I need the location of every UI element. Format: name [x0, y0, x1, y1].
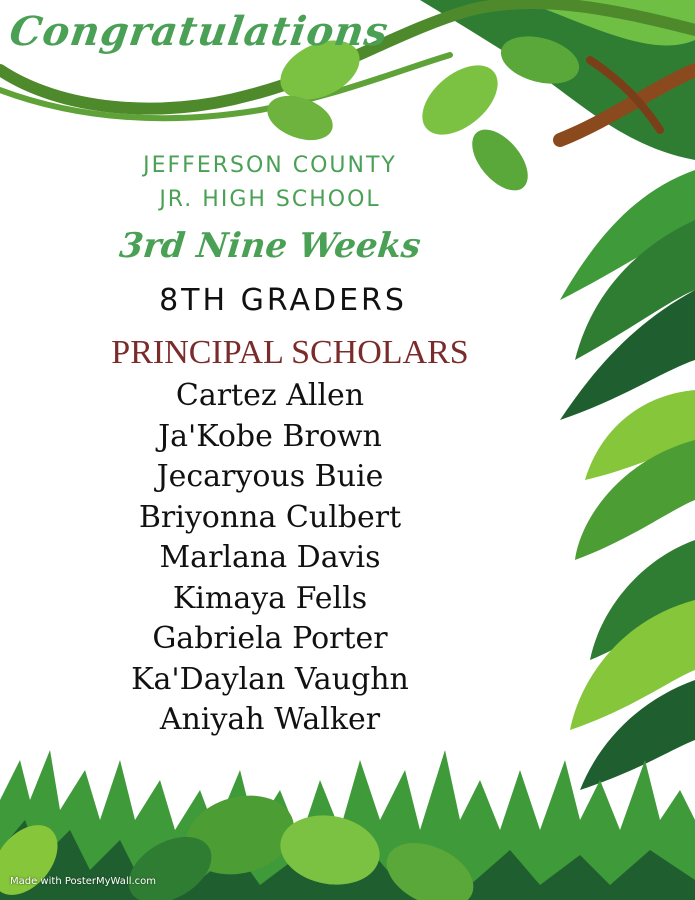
school-name-line-2: JR. HIGH SCHOOL	[159, 187, 381, 212]
scholar-name: Ka'Daylan Vaughn	[131, 661, 409, 697]
scholar-name: Briyonna Culbert	[138, 499, 402, 535]
scholar-name: Ja'Kobe Brown	[158, 418, 382, 454]
school-name-line-1: JEFFERSON COUNTY	[143, 153, 397, 178]
grade-level: 8TH GRADERS	[159, 283, 407, 318]
scholar-name: Marlana Davis	[159, 540, 381, 575]
grading-period: 3rd Nine Weeks	[117, 226, 423, 266]
scholar-name: Jecaryous Buie	[156, 459, 384, 494]
vine-green-lower	[0, 55, 450, 118]
congratulations-heading: Congratulations	[6, 8, 392, 55]
scholar-names-list	[0, 376, 540, 741]
scholar-name: Cartez Allen	[175, 378, 365, 413]
honor-title: PRINCIPAL SCHOLARS	[111, 334, 469, 371]
scholar-name: Aniyah Walker	[159, 702, 381, 737]
scholar-name: Gabriela Porter	[152, 621, 388, 656]
scholar-name: Kimaya Fells	[172, 580, 368, 616]
made-with-credit: Made with PosterMyWall.com	[10, 876, 157, 887]
